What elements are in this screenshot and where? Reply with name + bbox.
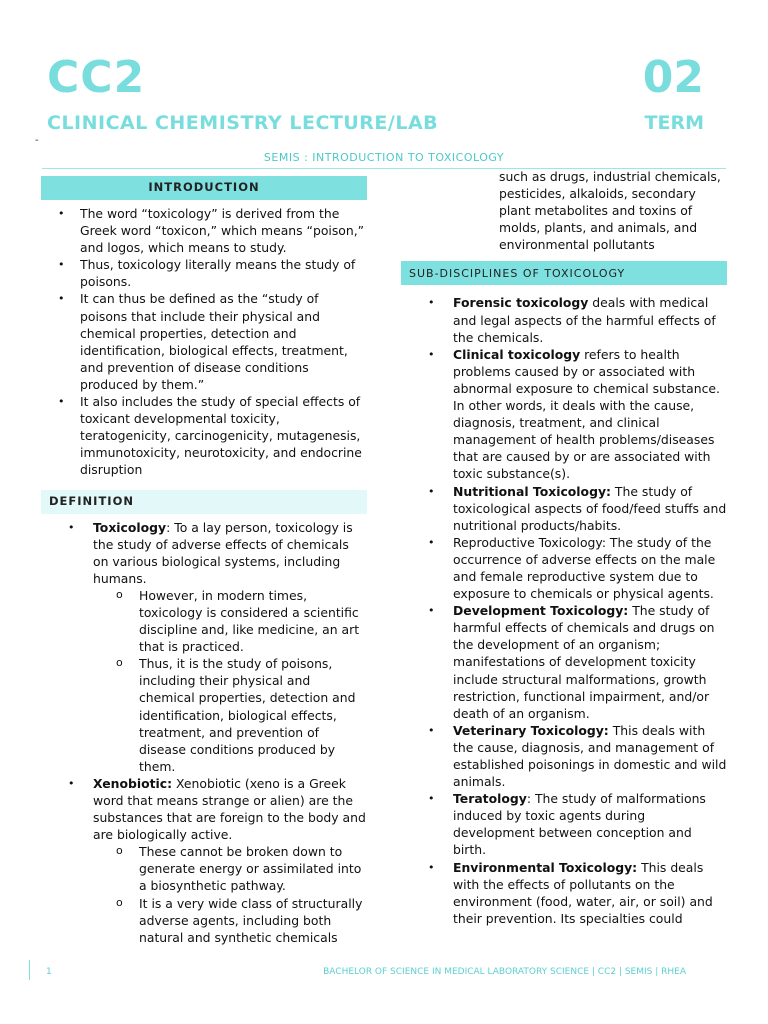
subdisciplines-heading: SUB-DISCIPLINES OF TOXICOLOGY [401, 261, 727, 285]
page-number: 1 [46, 967, 52, 977]
item-text: The study of harmful effects of chemicals and drugs on the development of an organism; manifestations of development toxicity include structural malformations, growth restriction, functional impairment, and/or death of an organism. [453, 603, 715, 721]
sub-list [41, 587, 367, 775]
list-item: • Thus, toxicology literally means the study of poisons. [41, 256, 367, 290]
list-item [401, 534, 727, 602]
sub-list-item: o These cannot be broken down to generate energy or assimilated into a biosynthetic pathway. [41, 843, 367, 894]
definition-heading: DEFINITION [41, 490, 367, 514]
left-column [41, 176, 367, 946]
definition-text: : To a lay person, toxicology is the study of adverse effects of chemicals on various biological systems, including humans. [93, 519, 353, 586]
list-item [401, 602, 727, 722]
term-label: Development Toxicology: [453, 603, 629, 619]
sub-list-item: o It is a very wide class of structurally adverse agents, including both natural and synthetic chemicals [41, 895, 367, 946]
definition-list [41, 519, 367, 946]
sub-list-item: o However, in modern times, toxicology is considered a scientific discipline and, like medicine, an art that is practiced. [41, 587, 367, 655]
term-xenobiotic: Xenobiotic: [93, 775, 173, 791]
list-item: • The word “toxicology” is derived from the Greek word “toxicon,” which means “poison,” and logos, which means to study. [41, 205, 367, 256]
term-label: TERM [644, 112, 704, 134]
item-text: refers to health problems caused by or associated with abnormal exposure to chemical substance. In other words, it deals with the cause, diagnosis, treatment, and clinical management of health problems/diseases that are caused by or are associated with toxic substance(s). [453, 346, 720, 482]
document-subtitle: SEMIS : INTRODUCTION TO TOXICOLOGY [263, 151, 505, 164]
term-label: Environmental Toxicology: [453, 859, 638, 875]
right-column [401, 168, 727, 927]
course-code: CC2 [47, 52, 146, 103]
footer-text: BACHELOR OF SCIENCE IN MEDICAL LABORATORY SCIENCE | CC2 | SEMIS | RHEA [323, 967, 686, 977]
definition-text: Xenobiotic (xeno is a Greek word that means strange or alien) are the substances that are foreign to the body and are biologically active. [93, 775, 366, 843]
footer-accent-bar [29, 960, 30, 980]
course-title: CLINICAL CHEMISTRY LECTURE/LAB [47, 112, 439, 134]
list-item [41, 519, 367, 775]
term-number: 02 [642, 52, 704, 103]
item-text: The study of toxicological aspects of food/feed stuffs and nutritional products/habits. [453, 483, 727, 533]
list-item [401, 483, 727, 534]
term-label: Nutritional Toxicology: [453, 483, 611, 499]
item-text: This deals with the effects of pollutants on the environment (food, water, air, or soil) and their prevention. Its specialties could [453, 859, 713, 926]
list-item: • It also includes the study of special effects of toxicant developmental toxicity, teratogenicity, carcinogenicity, mutagenesis, immunotoxicity, neurotoxicity, and endocrine disruption [41, 393, 367, 478]
item-text: This deals with the cause, diagnosis, and management of established poisonings in domestic and wild animals. [453, 722, 727, 790]
subdisciplines-list [401, 294, 727, 926]
list-item [401, 346, 727, 483]
list-item [401, 722, 727, 790]
sub-list [41, 843, 367, 946]
introduction-list [41, 205, 367, 479]
item-text: Reproductive Toxicology: The study of the occurrence of adverse effects on the male and female reproductive system due to exposure to chemicals or physical agents. [453, 534, 716, 602]
introduction-heading: INTRODUCTION [41, 176, 367, 200]
term-label: Clinical toxicology [453, 346, 581, 362]
list-item: • It can thus be defined as the “study of poisons that include their physical and chemical properties, detection and identification, biological effects, treatment, and prevention of disease conditions produced by them.” [41, 290, 367, 393]
continued-text: such as drugs, industrial chemicals, pesticides, alkaloids, secondary plant metabolites and toxins of molds, plants, and animals, and environmental pollutants [499, 169, 721, 253]
header-dash: - [35, 135, 39, 146]
list-item [401, 790, 727, 858]
list-item [401, 859, 727, 927]
item-text: : The study of malformations induced by toxic agents during development between conception and birth. [453, 791, 706, 858]
list-item [41, 775, 367, 946]
item-text: deals with medical and legal aspects of the harmful effects of the chemicals. [453, 295, 716, 345]
term-label: Teratology [453, 791, 527, 807]
term-toxicology: Toxicology [93, 519, 167, 535]
term-label: Veterinary Toxicology: [453, 722, 609, 738]
term-label: Forensic toxicology [453, 295, 589, 311]
list-item [401, 294, 727, 345]
sub-list-item: o Thus, it is the study of poisons, including their physical and chemical properties, detection and identification, biological effects, treatment, and prevention of disease conditions produced by them. [41, 655, 367, 775]
